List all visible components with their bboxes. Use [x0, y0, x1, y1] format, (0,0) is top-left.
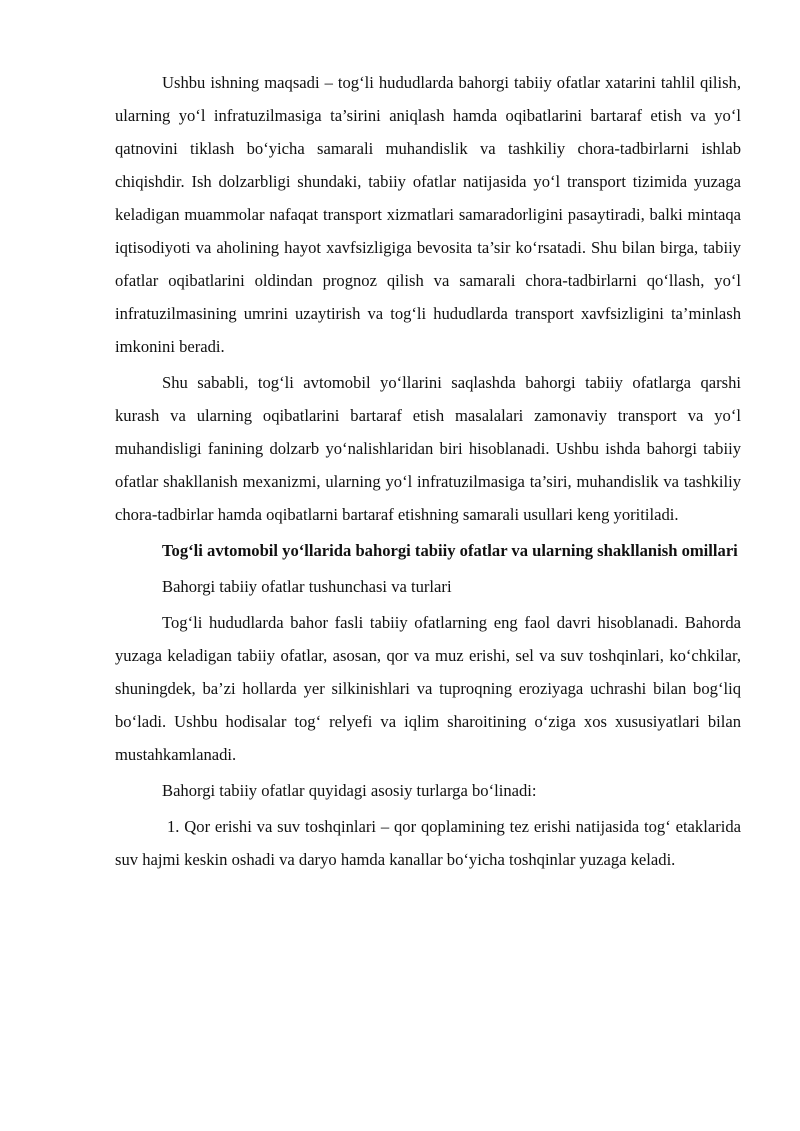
list-item: 1. Qor erishi va suv toshqinlari – qor qoplamining tez erishi natijasida tog‘ etaklarida suv hajmi keskin oshadi va daryo hamda kanallar bo‘yicha toshqinlar yuzaga keladi. [115, 817, 741, 869]
intro-paragraph-relevance: Shu sababli, tog‘li avtomobil yo‘llarini saqlashda bahorgi tabiiy ofatlarga qarshi kurash va ularning oqibatlarini bartaraf etish masalalari zamonaviy transport va yo‘l muhandisligi fanining dolzarb yo‘nalishlaridan biri hisoblanadi. Ushbu ishda bahorgi tabiiy ofatlar shakllanish mexanizmi, ularning yo‘l infratuzilmasiga ta’siri, muhandislik va tashkiliy chora-tadbirlar hamda oqibatlarni bartaraf etishning samarali usullari keng yoritiladi. [115, 373, 741, 524]
body-paragraph-spring: Tog‘li hududlarda bahor fasli tabiiy ofatlarning eng faol davri hisoblanadi. Bahorda yuzaga keladigan tabiiy ofatlar, asosan, qor va muz erishi, sel va suv toshqinlari, ko‘chkilar, shuningdek, ba’zi hollarda yer silkinishlari va tuproqning eroziyaga uchrashi bilan bog‘liq bo‘ladi. Ushbu hodisalar tog‘ relyefi va iqlim sharoitining o‘ziga xos xususiyatlari bilan mustahkamlanadi. [115, 613, 741, 764]
section-heading: Tog‘li avtomobil yo‘llarida bahorgi tabiiy ofatlar va ularning shakllanish omillari [162, 541, 738, 560]
body-paragraph-types-intro: Bahorgi tabiiy ofatlar quyidagi asosiy turlarga bo‘linadi: [162, 781, 537, 800]
subsection-heading: Bahorgi tabiiy ofatlar tushunchasi va turlari [162, 577, 452, 596]
document-page [115, 66, 741, 876]
intro-paragraph-goal: Ushbu ishning maqsadi – tog‘li hududlarda bahorgi tabiiy ofatlar xatarini tahlil qilish, ularning yo‘l infratuzilmasiga ta’sirini aniqlash hamda oqibatlarini bartaraf etish va yo‘l qatnovini tiklash bo‘yicha samarali muhandislik va tashkiliy chora-tadbirlarni ishlab chiqishdir. Ish dolzarbligi shundaki, tabiiy ofatlar natijasida yo‘l transport tizimida yuzaga keladigan muammolar nafaqat transport xizmatlari samaradorligini pasaytiradi, balki mintaqa iqtisodiyoti va aholining hayot xavfsizligiga bevosita ta’sir ko‘rsatadi. Shu bilan birga, tabiiy ofatlar oqibatlarini oldindan prognoz qilish va samarali chora-tadbirlarni qo‘llash, yo‘l infratuzilmasining umrini uzaytirish va tog‘li hududlarda transport xavfsizligini ta’minlash imkonini beradi. [115, 73, 741, 356]
